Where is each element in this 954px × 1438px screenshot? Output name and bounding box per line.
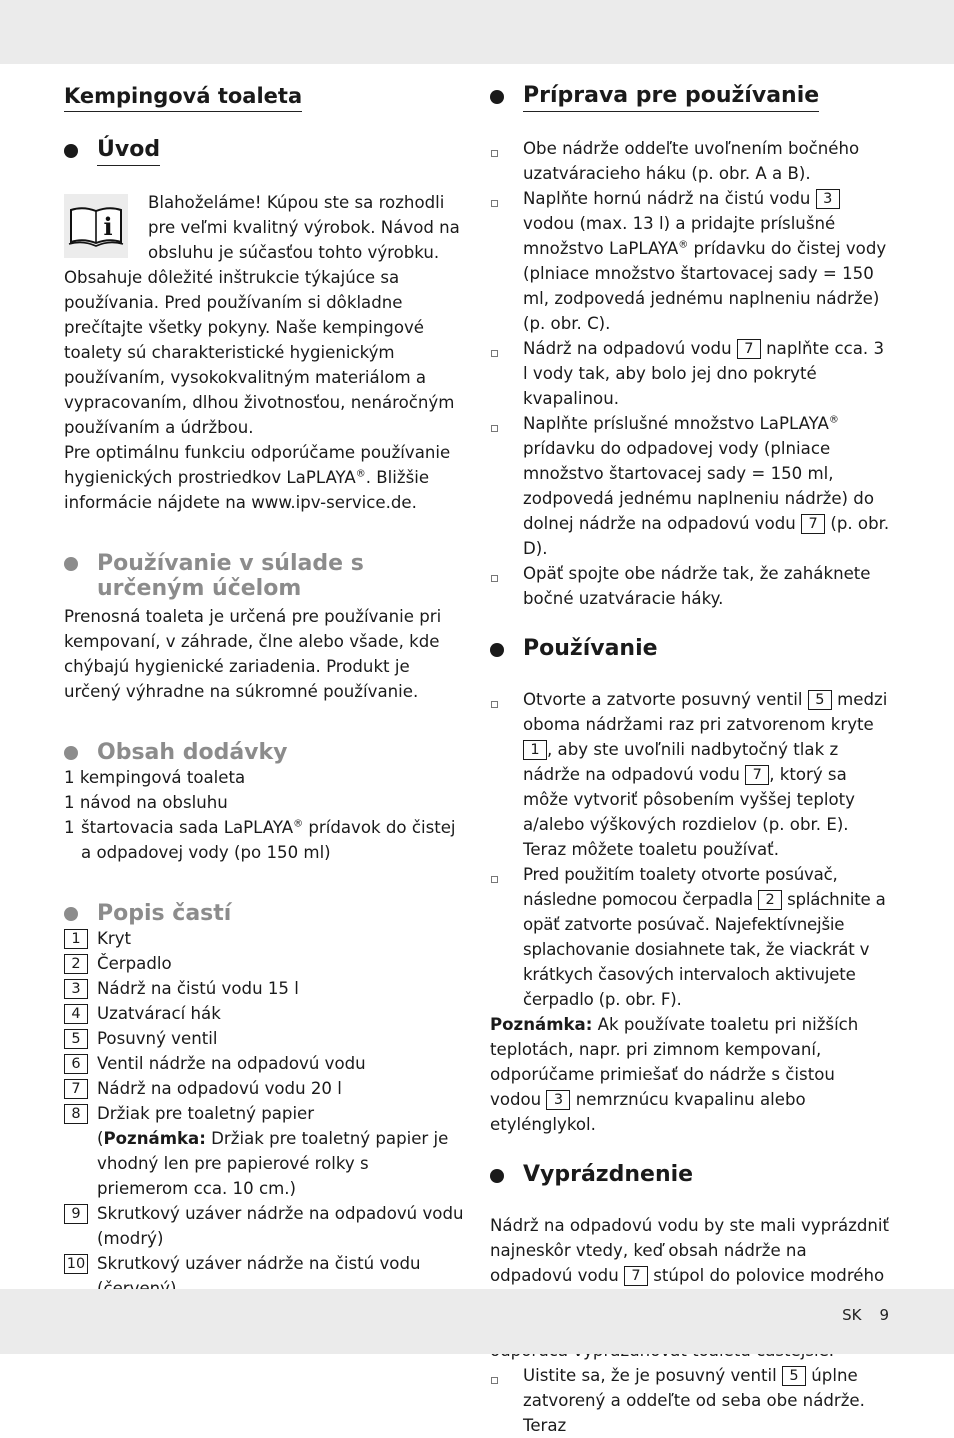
part-item: 4 Uzatvárací hák (64, 1001, 464, 1026)
right-column (490, 78, 890, 1438)
heading-emptying: Vyprázdnenie (490, 1161, 890, 1189)
list-item: Opäť spojte obe nádrže tak, že zaháknete bočné uzatváracie háky. (490, 561, 890, 611)
checkbox-icon (491, 575, 498, 582)
checkbox-icon (491, 425, 498, 432)
checkbox-icon (491, 1377, 498, 1384)
bullet-icon (490, 1169, 504, 1183)
delivery-item: 1 návod na obsluhu (64, 793, 228, 812)
language-code: SK (842, 1306, 862, 1324)
part-item: 5 Posuvný ventil (64, 1026, 464, 1051)
list-item: Pred použitím toalety otvorte posúvač, následne pomocou čerpadla 2 spláchnite a opäť zatvorte posúvač. Najefektívnejšie splachovanie dosiahnete tak, že viackrát v krátkych časových intervaloch aktivujete čerpadlo (p. obr. F). (490, 862, 890, 1012)
heading-preparation: Príprava pre používanie (490, 82, 890, 112)
heading-parts: Popis častí (64, 901, 464, 926)
bullet-icon (64, 907, 78, 921)
usage-steps (490, 687, 890, 1012)
intro-text-2: Pre optimálnu funkciu odporúčame používanie hygienických prostriedkov LaPLAYA®. Bližšie informácie nájdete na www.ipv-service.de. (64, 443, 451, 512)
document-title: Kempingová toaleta (64, 82, 302, 112)
parts-list (64, 926, 464, 1326)
heading-intro: Úvod (64, 136, 464, 166)
book-info-icon (64, 194, 128, 258)
bullet-icon (490, 90, 504, 104)
usage-note: Poznámka: Ak používate toaletu pri nižších teplotách, napr. pri zimnom kempovaní, odporúčame primiešať do nádrže s čistou vodou 3 nemrznúcu kvapalinu alebo etylénglykol. (490, 1015, 859, 1134)
delivery-item: 1 štartovacia sada LaPLAYA® prídavok do čistej a odpadovej vody (po 150 ml) (64, 818, 456, 862)
left-column (64, 78, 464, 1326)
emptying-steps (490, 1363, 890, 1438)
part-item: 10 Skrutkový uzáver nádrže na čistú vodu (64, 1251, 464, 1301)
checkbox-icon (491, 350, 498, 357)
list-item: Nádrž na odpadovú vodu 7 naplňte cca. 3 l vody tak, aby bolo jej dno pokryté kvapalinou. (490, 336, 890, 411)
emptying-text: Nádrž na odpadovú vodu by ste mali vyprázdniť najneskôr vtedy, keď obsah nádrže na odpadovú vodu 7 stúpol do polovice modrého (490, 1213, 890, 1363)
list-item: Otvorte a zatvorte posuvný ventil 5 medzi oboma nádržami raz pri zatvorenom kryte 1 , aby ste uvoľnili nadbytočný tlak z nádrže na odpadovú vodu 7 , ktorý sa môže vytvoriť pôsobením vyššej teploty a/alebo výškových rozdielov (p. obr. E). Teraz môžete toaletu používať. (490, 687, 890, 862)
checkbox-icon (491, 876, 498, 883)
part-item: 6 Ventil nádrže na odpadovú vodu (64, 1051, 464, 1076)
page-footer (824, 1306, 889, 1324)
top-band (0, 0, 954, 64)
preparation-steps (490, 136, 890, 611)
checkbox-icon (491, 701, 498, 708)
page-number: 9 (879, 1306, 889, 1324)
intro-section (64, 190, 464, 515)
bottom-band (0, 1289, 954, 1354)
list-item: Uistite sa, že je posuvný ventil 5 úplne zatvorený a oddeľte od seba obe nádrže. Teraz (490, 1363, 890, 1438)
delivery-list (64, 765, 464, 865)
part-item: 1 Kryt (64, 926, 464, 951)
intro-text: Blahoželáme! Kúpou ste sa rozhodli pre veľmi kvalitný výrobok. Návod na obsluhu je súčasťou tohto výrobku. Obsahuje dôležité inštrukcie týkajúce sa používania. Pred používaním si dôkladne prečítajte všetky pokyny. Naše kempingové toalety sú charakteristické hygienickým používaním, vysokokvalitným materiálom a vypracovaním, dlhou životnosťou, nenáročným používaním a údržbou. (64, 193, 460, 437)
delivery-item: 1 kempingová toaleta (64, 768, 246, 787)
part-item: 3 Nádrž na čistú vodu 15 l (64, 976, 464, 1001)
parts-note: (Poznámka: Držiak pre toaletný papier je vhodný len pre papierové rolky s priemerom cca. 10 cm.) (97, 1129, 449, 1198)
list-item: Naplňte príslušné množstvo LaPLAYA® prídavku do odpadovej vody (plniace množstvo štartovacej sady = 150 ml, zodpovedá jednému naplneniu nádrže) do dolnej nádrže na odpadovú vodu 7 (p. obr. D). (490, 411, 890, 561)
checkbox-icon (491, 150, 498, 157)
part-item: 7 Nádrž na odpadovú vodu 20 l (64, 1076, 464, 1101)
part-item: 2 Čerpadlo (64, 951, 464, 976)
bullet-icon (490, 643, 504, 657)
list-item: Naplňte hornú nádrž na čistú vodu 3 vodou (max. 13 l) a pridajte príslušné množstvo LaPLAYA® prídavku do čistej vody (plniace množstvo štartovacej sady = 150 ml, zodpovedá jednému naplneniu nádrže) (p. obr. C). (490, 186, 890, 336)
list-item: Obe nádrže oddeľte uvoľnením bočného uzatváracieho háku (p. obr. A a B). (490, 136, 890, 186)
bullet-icon (64, 746, 78, 760)
heading-usage: Používanie (490, 635, 890, 663)
bullet-icon (64, 557, 78, 571)
checkbox-icon (491, 200, 498, 207)
part-item: 8 Držiak pre toaletný papier (Poznámka: Držiak pre toaletný papier je vhodný len pre papierové rolky s priemerom cca. 10 cm.) (64, 1101, 464, 1201)
svg-text:i: i (103, 212, 113, 241)
part-item: 9 Skrutkový uzáver nádrže na odpadovú vodu (modrý) (64, 1201, 464, 1251)
heading-intended-use: Používanie v súlade s určeným účelom (64, 551, 464, 601)
bullet-icon (64, 144, 78, 158)
intended-use-text: Prenosná toaleta je určená pre používanie pri kempovaní, v záhrade, člne alebo všade, kde chýbajú hygienické zariadenia. Produkt je určený výhradne na súkromné používanie. (64, 607, 442, 701)
heading-delivery: Obsah dodávky (64, 740, 464, 765)
